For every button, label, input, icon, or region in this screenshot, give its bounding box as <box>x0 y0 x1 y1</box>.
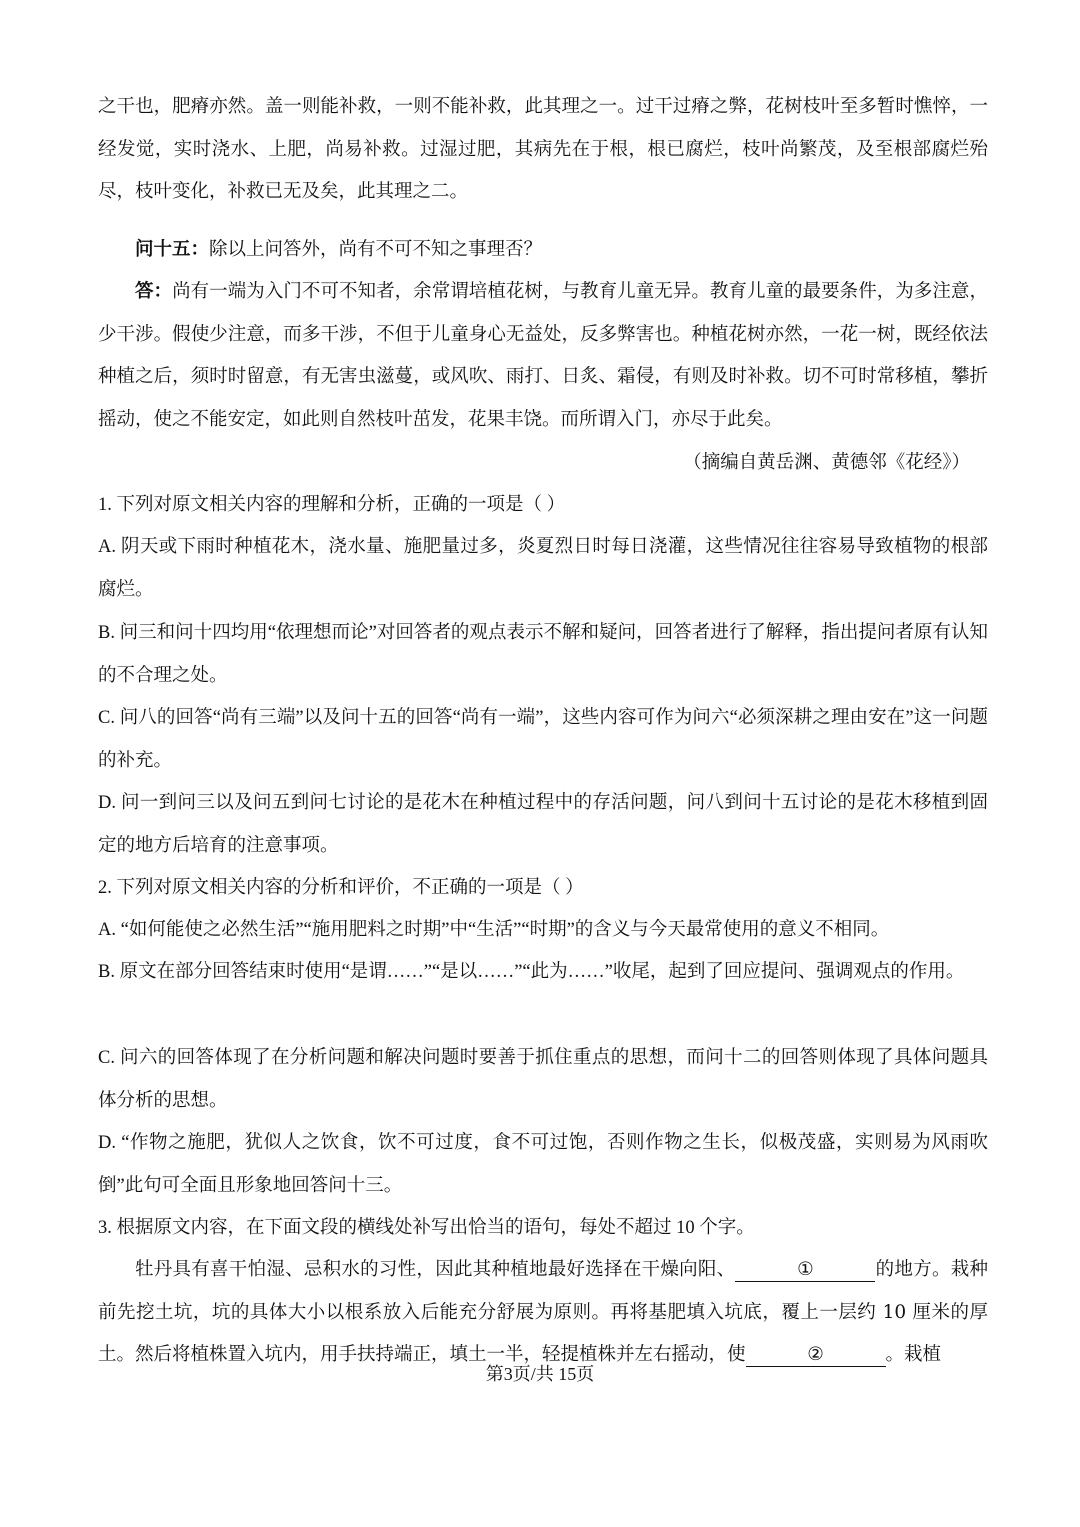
question-15-text: 除以上问答外，尚有不可不知之事理否？ <box>209 239 543 260</box>
question-3-text-before-blank-1: 牡丹具有喜干怕湿、忌积水的习性，因此其种植地最好选择在干燥向阳、 <box>135 1259 736 1280</box>
page-number-footer: 第3页/共 15页 <box>485 1364 595 1384</box>
passage-paragraph-1: 之干也，肥瘠亦然。盖一则能补救，一则不能补救，此其理之一。过干过瘠之弊，花树枝叶至多暂时憔悴，一经发觉，实时浇水、上肥，尚易补救。过湿过肥，其病先在于根，根已腐烂，枝叶尚繁茂，及至根部腐烂殆尽，枝叶变化，补救已无及矣，此其理之二。 <box>98 96 988 202</box>
question-3-text-between-blanks: 的地方。栽种前先挖土坑，坑的具体大小以根系放入后能充分舒展为原则。再将基肥填入坑底，覆上一层约 10 厘米的厚土。然后将植株置入坑内，用手扶持端正，填土一半，轻提植株并左右摇动，使 <box>98 1259 988 1365</box>
answer-blank-1[interactable]: ① <box>735 1259 875 1282</box>
question-1-stem: 1. 下列对原文相关内容的理解和分析，正确的一项是（ ） <box>98 495 566 515</box>
question-15-paragraph <box>98 229 988 272</box>
question-2-option-d: D. “作物之施肥，犹似人之饮食，饮不可过度，食不可过饱，否则作物之生长，似极茂盛，实则易为风雨吹倒”此句可全面且形象地回答问十三。 <box>98 1133 988 1196</box>
answer-blank-2[interactable]: ② <box>746 1344 886 1367</box>
answer-15-paragraph <box>98 271 988 441</box>
source-citation: （摘编自黄岳渊、黄德邻《花经》） <box>683 452 970 473</box>
question-3-passage <box>98 1249 988 1377</box>
question-15-label: 问十五： <box>135 239 210 260</box>
question-1-option-d: D. 问一到问三以及问五到问七讨论的是花木在种植过程中的存活问题，问八到问十五讨论的是花木移植到固定的地方后培育的注意事项。 <box>98 793 988 856</box>
question-3-text-after-blank-2: 。栽植 <box>885 1344 942 1365</box>
question-2-stem: 2. 下列对原文相关内容的分析和评价，不正确的一项是（ ） <box>98 878 584 898</box>
question-2-option-a: A. “如何能使之必然生活”“施用肥料之时期”中“生活”“时期”的含义与今天最常使用的意义不相同。 <box>98 920 890 940</box>
question-2-option-c: C. 问六的回答体现了在分析问题和解决问题时要善于抓住重点的思想，而问十二的回答则体现了具体问题具体分析的思想。 <box>98 1048 988 1111</box>
question-1-option-b: B. 问三和问十四均用“依理想而论”对回答者的观点表示不解和疑问，回答者进行了解释，指出提问者原有认知的不合理之处。 <box>98 623 988 686</box>
question-3-stem: 3. 根据原文内容，在下面文段的横线处补写出恰当的语句，每处不超过 10 个字。 <box>98 1218 755 1238</box>
question-1-option-c: C. 问八的回答“尚有三端”以及问十五的回答“尚有一端”，这些内容可作为问六“必须深耕之理由安在”这一问题的补充。 <box>98 708 988 771</box>
question-1-option-a: A. 阴天或下雨时种植花木，浇水量、施肥量过多，炎夏烈日时每日浇灌，这些情况往往容易导致植物的根部腐烂。 <box>98 537 988 600</box>
answer-15-label: 答： <box>135 281 173 302</box>
question-2-option-b: B. 原文在部分回答结束时使用“是谓……”“是以……”“此为……”收尾，起到了回应提问、强调观点的作用。 <box>98 962 965 982</box>
answer-15-text: 尚有一端为入门不可不知者，余常谓培植花树，与教育儿童无异。教育儿童的最要条件，为多注意，少干涉。假使少注意，而多干涉，不但于儿童身心无益处，反多弊害也。种植花树亦然，一花一树，既经依法种植之后，须时时留意，有无害虫滋蔓，或风吹、雨打、日炙、霜侵，有则及时补救。切不可时常移植，攀折摇动，使之不能安定，如此则自然枝叶茁发，花果丰饶。而所谓入门，亦尽于此矣。 <box>98 281 988 430</box>
